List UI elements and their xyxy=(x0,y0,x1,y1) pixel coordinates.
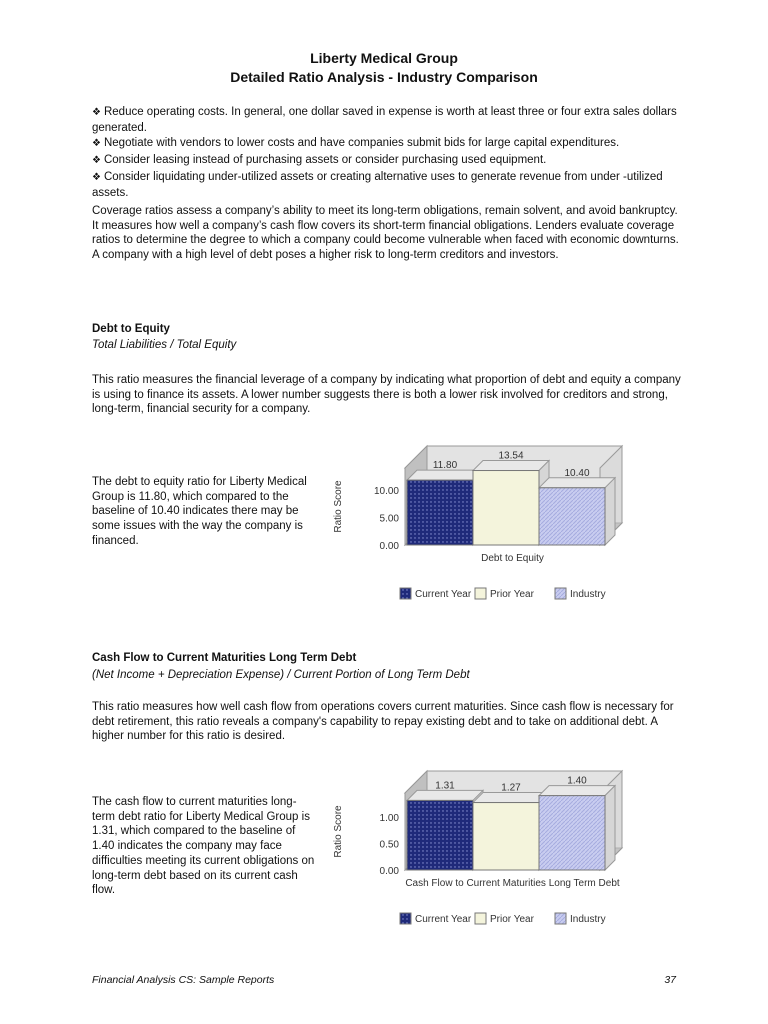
bar-current-year xyxy=(407,470,483,545)
x-axis-label: Debt to Equity xyxy=(481,553,544,564)
section-commentary: The cash flow to current maturities long-term debt ratio for Liberty Medical Group is 1.31, which compared to the baseline of 1.40 indicates the company may face difficulties meeting its current obligations on long-term debt based on its current cash flow. xyxy=(92,796,315,897)
section-description: This ratio measures the financial leverage of a company by indicating what proportion of debt and equity a company is using to finance its assets. A lower number suggests there is both a lower risk involved for creditors and strong, long-term, financial security for a company. xyxy=(92,374,681,416)
y-tick-label: 0.00 xyxy=(379,866,399,877)
section-description: This ratio measures how well cash flow from operations covers current maturities. Since cash flow is necessary for debt retirement, this ratio reveals a company's capability to repay existing debt and to take on additional debt. A higher number for this ratio is desired. xyxy=(92,701,674,743)
page-number: 37 xyxy=(664,974,676,986)
x-axis-label: Cash Flow to Current Maturities Long Term Debt xyxy=(405,878,620,889)
report-title: Detailed Ratio Analysis - Industry Comparison xyxy=(230,69,538,85)
legend-label: Current Year xyxy=(415,914,472,925)
bar-industry xyxy=(539,478,615,545)
cash-flow-chart xyxy=(325,765,655,935)
legend-swatch xyxy=(400,913,411,924)
debt-to-equity-chart xyxy=(325,440,655,610)
data-label: 10.40 xyxy=(564,467,590,479)
legend-label: Current Year xyxy=(415,589,472,600)
section-heading: Cash Flow to Current Maturities Long Term Debt xyxy=(92,652,357,664)
section-formula: Total Liabilities / Total Equity xyxy=(92,339,237,351)
y-tick-label: 0.00 xyxy=(379,541,399,552)
bullet-item: ❖ Consider leasing instead of purchasing assets or consider purchasing used equipment. xyxy=(92,153,682,169)
data-label: 11.80 xyxy=(432,460,458,472)
bar-current-year xyxy=(407,790,483,870)
data-label: 13.54 xyxy=(498,450,524,462)
coverage-paragraph: Coverage ratios assess a company’s ability to meet its long-term obligations, remain solvent, and avoid bankruptcy. It measures how well a company’s cash flow covers its short-term financial obligations. Lenders evaluate coverage ratios to determine the degree to which a company could become vulnerable when faced with economic downturns. A company with a high level of debt poses a higher risk to long-term creditors and investors. xyxy=(92,205,679,262)
legend-label: Prior Year xyxy=(490,589,534,600)
bullet-item: ❖ Negotiate with vendors to lower costs and have companies submit bids for large capital expenditures. xyxy=(92,136,682,152)
section-heading: Debt to Equity xyxy=(92,323,170,335)
data-label: 1.27 xyxy=(501,782,521,794)
legend-label: Industry xyxy=(570,914,606,925)
y-axis-label: Ratio Score xyxy=(333,805,344,858)
legend-label: Prior Year xyxy=(490,914,534,925)
y-axis-label: Ratio Score xyxy=(333,480,344,533)
bullet-item: ❖ Consider liquidating under-utilized assets or creating alternative uses to generate revenue from under -utilized assets. xyxy=(92,170,682,200)
y-tick-label: 10.00 xyxy=(373,486,399,497)
section-formula: (Net Income + Depreciation Expense) / Current Portion of Long Term Debt xyxy=(92,669,470,681)
y-tick-label: 5.00 xyxy=(379,513,399,525)
data-label: 1.40 xyxy=(567,775,587,787)
bar-prior-year xyxy=(473,461,549,545)
legend-label: Industry xyxy=(570,589,606,600)
legend-swatch xyxy=(475,588,486,599)
data-label: 1.31 xyxy=(435,780,455,792)
footer-text: Financial Analysis CS: Sample Reports xyxy=(92,974,275,986)
legend-swatch xyxy=(555,588,566,599)
y-tick-label: 0.50 xyxy=(379,839,399,851)
legend-swatch xyxy=(400,588,411,599)
bar-industry xyxy=(539,786,615,870)
section-commentary: The debt to equity ratio for Liberty Medical Group is 11.80, which compared to the baseline of 10.40 indicates there may be some issues with the way the company is financed. xyxy=(92,476,307,547)
legend-swatch xyxy=(555,913,566,924)
y-tick-label: 1.00 xyxy=(379,812,399,824)
bullet-item: ❖ Reduce operating costs. In general, one dollar saved in expense is worth at least three or four extra sales dollars generated. xyxy=(92,105,682,135)
bar-prior-year xyxy=(473,793,549,870)
legend-swatch xyxy=(475,913,486,924)
company-title: Liberty Medical Group xyxy=(310,50,458,66)
